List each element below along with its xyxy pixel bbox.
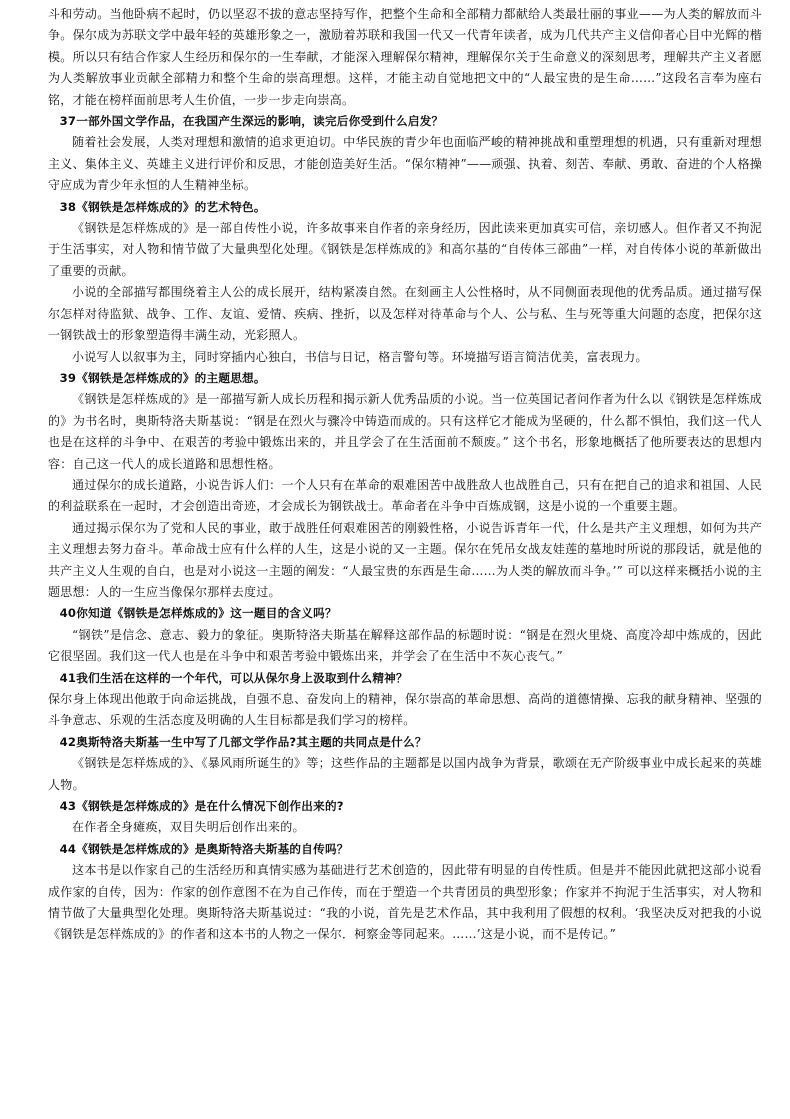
paragraph: 保尔身上体现出他敢于向命运挑战，自强不息、奋发向上的精神，保尔崇高的革命思想、高尚的道德情操、忘我的献身精神、坚强的斗争意志、乐观的生活态度及明确的人生目标都是我们学习的榜样。 bbox=[48, 692, 762, 728]
paragraph: 《钢铁是怎样炼成的》、《暴风雨所诞生的》等；这些作品的主题都是以国内战争为背景，歌颂在无产阶级事业中成长起来的英雄人物。 bbox=[48, 756, 762, 792]
question-heading: 39《钢铁是怎样炼成的》的主题思想。 bbox=[59, 370, 266, 385]
paragraph: 通过揭示保尔为了党和人民的事业，敢于战胜任何艰难困苦的刚毅性格，小说告诉青年一代，什么是共产主义理想，如何为共产主义理想去努力奋斗。革命战士应有什么样的人生，这是小说的又一主题。保尔在凭吊女战友娃莲的墓地时所说的那段话，就是他的共产主义人生观的自白，也是对小说这一主题的阐发：“人最宝贵的东西是生命……为人类的解放而斗争。’” 可以这样来概括小说的主题思想：人的一生应当像保尔那样去度过。 bbox=[48, 520, 762, 599]
paragraph: 斗和劳动。当他卧病不起时，仍以坚忍不拔的意志坚持写作，把整个生命和全部精力都献给人类最壮丽的事业——为人类的解放而斗争。保尔成为苏联文学中最年轻的英雄形象之一，激励着苏联和我国一代又一代青年读者，成为几代共产主义信仰者心目中光辉的楷模。所以只有结合作家人生经历和保尔的一生奉献，才能深入理解保尔精神，理解保尔关于生命意义的深刻思考，理解共产主义者愿为人类解放事业贡献全部精力和整个生命的崇高理想。这样，才能主动自觉地把文中的“人最宝贵的是生命……”这段名言奉为座右铭，才能在榜样面前思考人生价值，一步一步走向崇高。 bbox=[48, 7, 762, 107]
question-heading: 41我们生活在这样的一个年代，可以从保尔身上汲取到什么精神？ bbox=[59, 670, 408, 685]
question-heading: 42奥斯特洛夫斯基一生中写了几部文学作品?其主题的共同点是什么？ bbox=[59, 734, 427, 749]
question-heading: 44《钢铁是怎样炼成的》是奥斯特洛夫斯基的自传吗？ bbox=[59, 841, 349, 856]
paragraph: 《钢铁是怎样炼成的》是一部自传性小说，许多故事来自作者的亲身经历，因此读来更加真实可信，亲切感人。但作者又不拘泥于生活事实，对人物和情节做了大量典型化处理。《钢铁是怎样炼成的》和高尔基的“自传体三部曲”一样，对自传体小说的革新做出了重要的贡献。 bbox=[48, 221, 762, 278]
paragraph: 小说写人以叙事为主，同时穿插内心独白，书信与日记，格言警句等。环境描写语言简洁优美，富表现力。 bbox=[72, 349, 648, 364]
paragraph: 《钢铁是怎样炼成的》是一部描写新人成长历程和揭示新人优秀品质的小说。当一位英国记者问作者为什么以《钢铁是怎样炼成的》为书名时，奥斯特洛夫斯基说：“钢是在烈火与骤冷中铸造而成的。只有这样它才能成为坚硬的，什么都不惧怕，我们这一代人也是在这样的斗争中、在艰苦的考验中锻炼出来的，并且学会了在生活面前不颓废。” 这个书名，形象地概括了他所要表达的思想内容：自己这一代人的成长道路和思想性格。 bbox=[48, 392, 762, 471]
question-heading: 37一部外国文学作品，在我国产生深远的影响，读完后你受到什么启发？ bbox=[59, 114, 444, 129]
question-heading: 40你知道《钢铁是怎样炼成的》这一题目的含义吗？ bbox=[59, 606, 337, 621]
paragraph: 随着社会发展，人类对理想和激情的追求更迫切。中华民族的青少年也面临严峻的精神挑战和重塑理想的机遇，只有重新对理想主义、集体主义、英雄主义进行评价和反思，才能创造美好生活。“保尔精神”——顽强、执着、刻苦、奉献、勇敢、奋进的个人格操守应成为青少年永恒的人生精神坐标。 bbox=[48, 135, 762, 193]
question-heading: 43《钢铁是怎样炼成的》是在什么情况下创作出来的? bbox=[59, 799, 344, 814]
paragraph: 在作者全身瘫痪，双目失明后创作出来的。 bbox=[72, 820, 305, 835]
paragraph: 通过保尔的成长道路，小说告诉人们：一个人只有在革命的艰难困苦中战胜敌人也战胜自己，只有在把自己的追求和祖国、人民的利益联系在一起时，才会创造出奇迹，才会成长为钢铁战士。革命者在斗争中百炼成钢，这是小说的一个重要主题。 bbox=[48, 477, 762, 514]
question-heading: 38《钢铁是怎样炼成的》的艺术特色。 bbox=[59, 199, 266, 214]
paragraph: 这本书是以作家自己的生活经历和真情实感为基础进行艺术创造的，因此带有明显的自传性质。但是并不能因此就把这部小说看成作家的自传，因为：作家的创作意图不在为自己作传，而在于塑造一个共青团员的典型形象；作家并不拘泥于生活事实，对人物和情节做了大量典型化处理。奥斯特洛夫斯基说过：“我的小说，首先是艺术作品，其中我利用了假想的权利。‘我坚决反对把我的小说《钢铁是怎样炼成的》的作者和这本书的人物之一保尔．柯察金等同起来。……’这是小说，而不是传记。” bbox=[48, 863, 762, 942]
paragraph: “钢铁”是信念、意志、毅力的象征。奥斯特洛夫斯基在解释这部作品的标题时说：“钢是在烈火里烧、高度冷却中炼成的，因此它很坚固。我们这一代人也是在斗争中和艰苦考验中锻炼出来，并学会了在生活中不灰心丧气。” bbox=[48, 627, 762, 664]
paragraph: 小说的全部描写都围绕着主人公的成长展开，结构紧凑自然。在刻画主人公性格时，从不同侧面表现他的优秀品质。通过描写保尔怎样对待监狱、战争、工作、友谊、爱情、疾病、挫折，以及怎样对待革命与个人、公与私、生与死等重大问题的态度，把保尔这一钢铁战士的形象塑造得丰满生动，光彩照人。 bbox=[48, 285, 762, 343]
